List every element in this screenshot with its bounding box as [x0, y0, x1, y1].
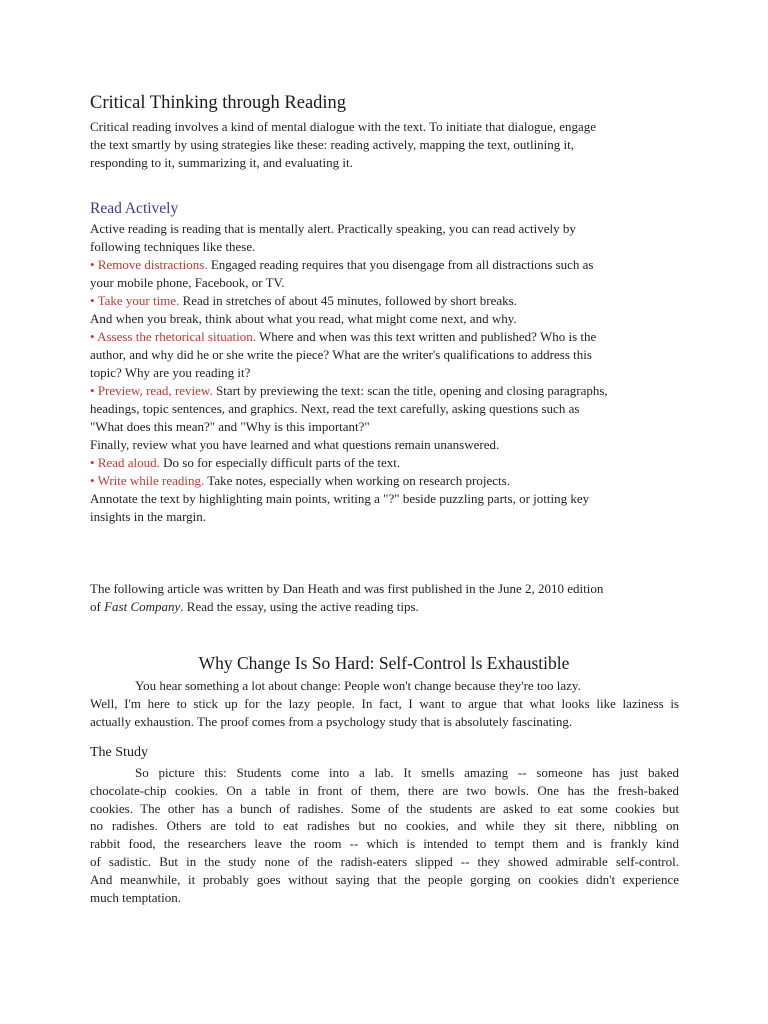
intro-paragraph	[90, 118, 690, 172]
study-line: So picture this: Students come into a lab. It smells amazing -- someone has just baked	[135, 765, 679, 780]
active-reading-list	[90, 220, 690, 526]
active-reading-line	[90, 274, 690, 292]
bullet-icon: •	[90, 329, 95, 344]
article-line: You hear something a lot about change: People won't change because they're too lazy.	[135, 678, 581, 693]
line-text: And when you break, think about what you read, what might come next, and why.	[90, 311, 517, 326]
active-reading-line	[90, 508, 690, 526]
line-text: Do so for especially difficult parts of the text.	[159, 455, 401, 470]
bullet-item	[90, 472, 690, 490]
active-reading-line	[90, 418, 690, 436]
line-text: Take notes, especially when working on research projects.	[204, 473, 510, 488]
bullet-lead-in: Preview, read, review.	[94, 383, 213, 398]
active-reading-line	[90, 400, 690, 418]
article-intro	[90, 677, 679, 730]
study-line: rabbit food, the researchers leave the room -- which is intended to tempt them and is frankly kind	[90, 836, 679, 852]
article-note-prefix: of	[90, 599, 105, 614]
bullet-lead-in: Remove distractions.	[94, 257, 208, 272]
intro-line: the text smartly by using strategies like these: reading actively, mapping the text, outlining it,	[90, 137, 575, 152]
study-line: of sadistic. But in the study none of the radish-eaters slipped -- they showed admirable self-control.	[90, 853, 679, 869]
active-reading-line	[90, 364, 690, 382]
study-line: cookies. The other has a bunch of radishes. Some of the students are asked to eat some cookies but	[90, 800, 679, 816]
line-text: topic? Why are you reading it?	[90, 365, 251, 380]
study-line: much temptation.	[90, 889, 181, 905]
study-heading: The Study	[90, 745, 148, 760]
study-line: And meanwhile, it probably goes without saying that the people gorging on cookies didn't experience	[90, 871, 679, 887]
active-reading-line	[90, 436, 690, 454]
line-text: Annotate the text by highlighting main points, writing a "?" beside puzzling parts, or jotting key	[90, 491, 590, 506]
line-text: "What does this mean?" and "Why is this important?"	[90, 419, 370, 434]
article-note	[90, 580, 690, 616]
publication-name: Fast Company	[104, 599, 181, 614]
bullet-item	[90, 292, 690, 310]
page-title: Critical Thinking through Reading	[90, 93, 347, 113]
line-text: following techniques like these.	[90, 239, 256, 254]
line-text: Read in stretches of about 45 minutes, followed by short breaks.	[179, 293, 517, 308]
article-note-line: The following article was written by Dan Heath and was first published in the June 2, 2010 edition	[90, 581, 604, 596]
article-line: actually exhaustion. The proof comes from a psychology study that is absolutely fascinating.	[90, 713, 573, 729]
intro-line: responding to it, summarizing it, and evaluating it.	[90, 155, 353, 170]
active-reading-line	[90, 238, 690, 256]
line-text: author, and why did he or she write the piece? What are the writer's qualifications to address this	[90, 347, 592, 362]
section-heading-read-actively: Read Actively	[90, 200, 179, 217]
bullet-lead-in: Write while reading.	[94, 473, 205, 488]
line-text: Engaged reading requires that you disengage from all distractions such as	[207, 257, 594, 272]
article-line: Well, I'm here to stick up for the lazy people. In fact, I want to argue that what looks like laziness is	[90, 695, 679, 711]
line-text: insights in the margin.	[90, 509, 207, 524]
active-reading-line	[90, 310, 690, 328]
line-text: headings, topic sentences, and graphics. Next, read the text carefully, asking questions such as	[90, 401, 580, 416]
article-title: Why Change Is So Hard: Self-Control ls Exhaustible	[198, 653, 570, 673]
article-note-line	[90, 598, 690, 616]
bullet-lead-in: Assess the rhetorical situation.	[94, 329, 256, 344]
bullet-item	[90, 328, 690, 346]
study-line: chocolate-chip cookies. On a table in front of them, there are two bowls. One has the fresh-baked	[90, 782, 679, 798]
bullet-lead-in: Take your time.	[94, 293, 180, 308]
active-reading-line	[90, 346, 690, 364]
bullet-item	[90, 454, 690, 472]
bullet-icon: •	[90, 293, 95, 308]
bullet-icon: •	[90, 257, 95, 272]
active-reading-line	[90, 220, 690, 238]
bullet-lead-in: Read aloud.	[94, 455, 160, 470]
bullet-icon: •	[90, 473, 95, 488]
line-text: Active reading is reading that is mentally alert. Practically speaking, you can read actively by	[90, 221, 576, 236]
article-note-suffix: . Read the essay, using the active reading tips.	[180, 599, 419, 614]
bullet-icon: •	[90, 455, 95, 470]
line-text: Finally, review what you have learned and what questions remain unanswered.	[90, 437, 500, 452]
bullet-item	[90, 256, 690, 274]
line-text: Where and when was this text written and published? Who is the	[255, 329, 597, 344]
study-line: no radishes. Others are told to eat radishes but no cookies, and while they sit there, nibbling on	[90, 818, 679, 834]
bullet-icon: •	[90, 383, 95, 398]
active-reading-line	[90, 490, 690, 508]
study-paragraph	[90, 764, 679, 906]
line-text: Start by previewing the text: scan the title, opening and closing paragraphs,	[212, 383, 608, 398]
line-text: your mobile phone, Facebook, or TV.	[90, 275, 285, 290]
bullet-item	[90, 382, 690, 400]
intro-line: Critical reading involves a kind of mental dialogue with the text. To initiate that dialogue, engage	[90, 119, 597, 134]
